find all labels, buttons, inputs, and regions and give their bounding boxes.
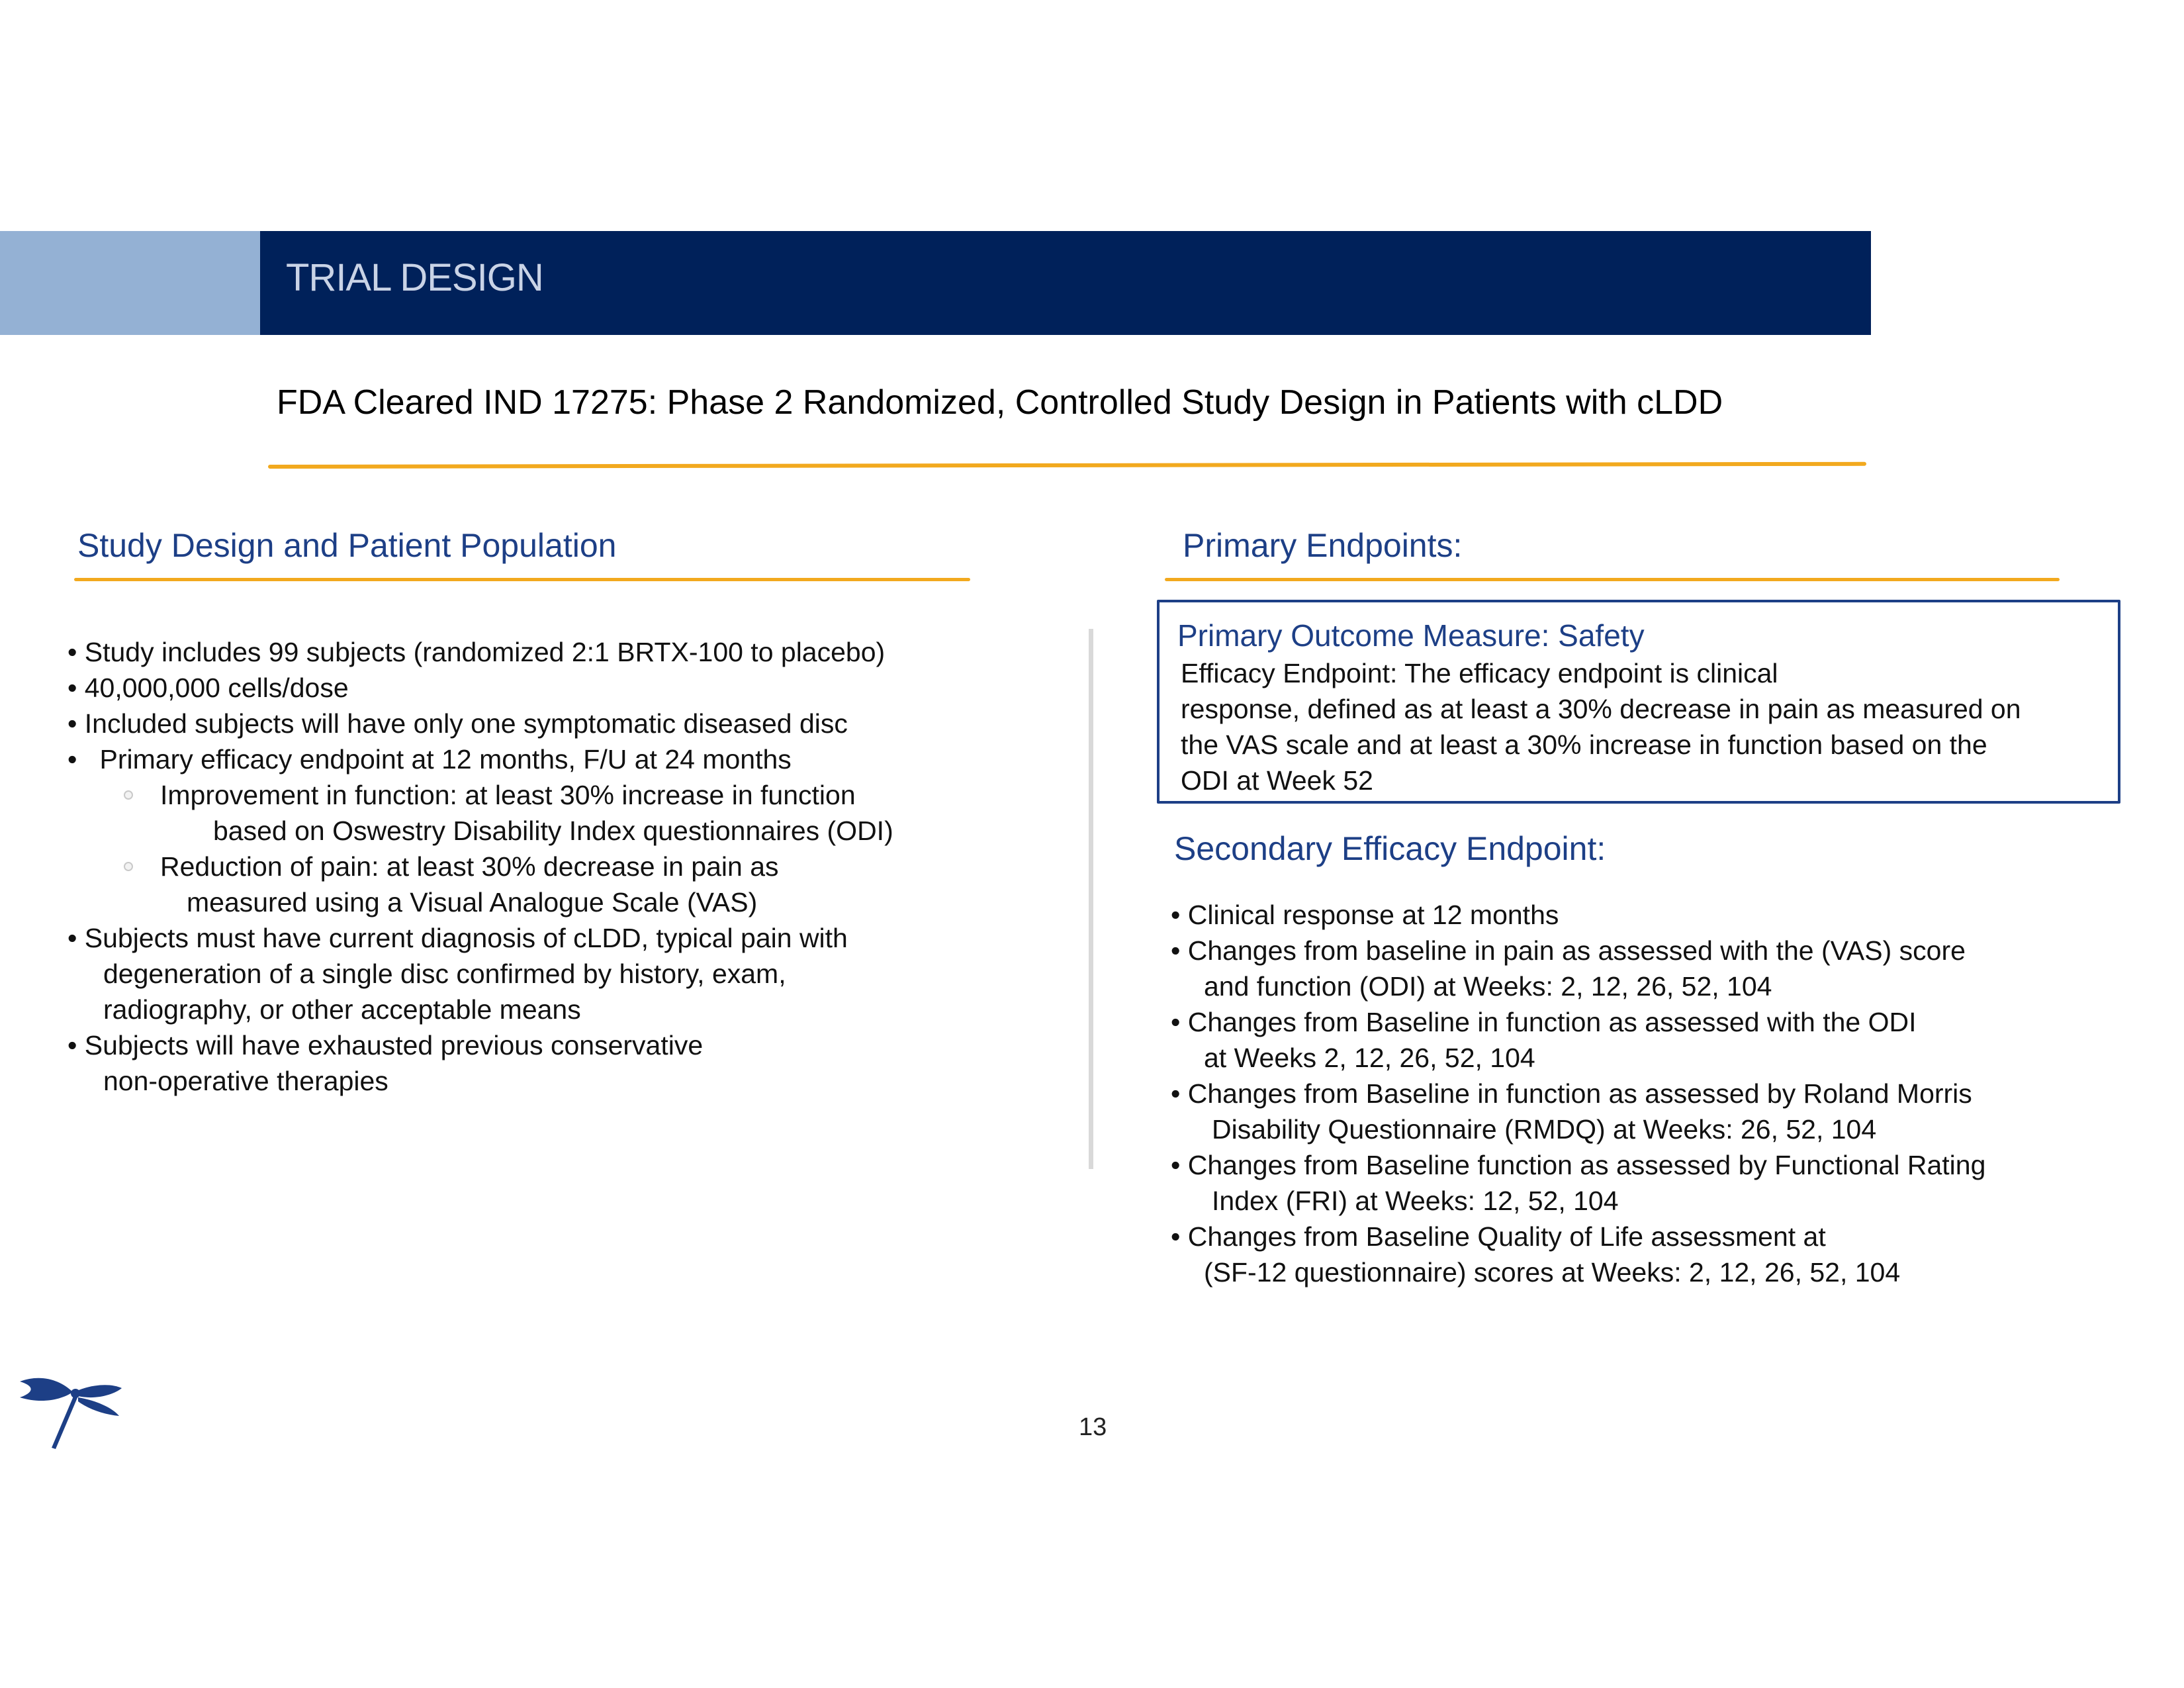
ring-bullet-icon bbox=[124, 790, 133, 800]
efficacy-line: response, defined as at least a 30% decrease in pain as measured on bbox=[1181, 694, 2021, 724]
list-item-continuation: Index (FRI) at Weeks: 12, 52, 104 bbox=[1212, 1186, 1619, 1216]
left-heading-divider bbox=[74, 578, 970, 581]
page-title: TRIAL DESIGN bbox=[286, 256, 543, 299]
list-item-continuation: radiography, or other acceptable means bbox=[103, 994, 581, 1025]
page-number: 13 bbox=[1079, 1413, 1107, 1441]
list-subitem-continuation: based on Oswestry Disability Index questionnaires (ODI) bbox=[213, 816, 893, 846]
efficacy-line: the VAS scale and at least a 30% increase in function based on the bbox=[1181, 729, 1987, 760]
list-item: • Changes from Baseline in function as assessed by Roland Morris bbox=[1171, 1078, 1972, 1109]
list-item: • Changes from baseline in pain as assessed with the (VAS) score bbox=[1171, 935, 1966, 966]
efficacy-line: ODI at Week 52 bbox=[1181, 765, 1373, 796]
list-item: • Primary efficacy endpoint at 12 months, F/U at 24 months bbox=[68, 744, 792, 774]
list-item: • Subjects will have exhausted previous conservative bbox=[68, 1030, 704, 1060]
efficacy-endpoint-text bbox=[1181, 655, 2120, 798]
efficacy-line: Efficacy Endpoint: The efficacy endpoint is clinical bbox=[1181, 658, 1778, 688]
primary-endpoints-heading: Primary Endpoints: bbox=[1183, 527, 1463, 564]
subtitle-divider bbox=[268, 462, 1866, 469]
list-item-continuation: degeneration of a single disc confirmed by history, exam, bbox=[103, 959, 786, 989]
dragonfly-logo-icon bbox=[15, 1354, 127, 1453]
list-item-continuation: (SF-12 questionnaire) scores at Weeks: 2, 12, 26, 52, 104 bbox=[1204, 1257, 1901, 1288]
list-item-continuation: Disability Questionnaire (RMDQ) at Weeks: 26, 52, 104 bbox=[1212, 1114, 1877, 1145]
list-item-continuation: non-operative therapies bbox=[103, 1066, 388, 1096]
secondary-endpoint-heading: Secondary Efficacy Endpoint: bbox=[1174, 830, 1606, 867]
header-banner-accent bbox=[0, 231, 260, 335]
list-item: • Study includes 99 subjects (randomized 2:1 BRTX-100 to placebo) bbox=[68, 637, 886, 667]
list-item: • Included subjects will have only one symptomatic diseased disc bbox=[68, 708, 848, 739]
primary-outcome-heading: Primary Outcome Measure: Safety bbox=[1177, 618, 1645, 653]
list-item-continuation: at Weeks 2, 12, 26, 52, 104 bbox=[1204, 1043, 1535, 1073]
slide-subtitle: FDA Cleared IND 17275: Phase 2 Randomized, Controlled Study Design in Patients with cLDD bbox=[277, 383, 1723, 422]
list-item: • Changes from Baseline in function as assessed with the ODI bbox=[1171, 1007, 1917, 1037]
study-design-heading: Study Design and Patient Population bbox=[77, 527, 617, 564]
list-item: • 40,000,000 cells/dose bbox=[68, 673, 349, 703]
secondary-endpoint-list bbox=[1171, 897, 2130, 1290]
list-item-continuation: and function (ODI) at Weeks: 2, 12, 26, 52, 104 bbox=[1204, 971, 1772, 1002]
study-design-list bbox=[68, 634, 1060, 1099]
list-item: • Subjects must have current diagnosis of cLDD, typical pain with bbox=[68, 923, 848, 953]
list-subitem: Improvement in function: at least 30% increase in function bbox=[68, 777, 1060, 813]
list-subitem-continuation: measured using a Visual Analogue Scale (VAS) bbox=[187, 887, 758, 917]
list-item: • Changes from Baseline Quality of Life assessment at bbox=[1171, 1221, 1826, 1252]
list-item: • Changes from Baseline function as assessed by Functional Rating bbox=[1171, 1150, 1986, 1180]
right-heading-divider bbox=[1165, 578, 2060, 581]
column-divider bbox=[1089, 629, 1093, 1169]
list-item: • Clinical response at 12 months bbox=[1171, 900, 1559, 930]
ring-bullet-icon bbox=[124, 862, 133, 871]
list-subitem: Reduction of pain: at least 30% decrease in pain as bbox=[68, 849, 1060, 884]
